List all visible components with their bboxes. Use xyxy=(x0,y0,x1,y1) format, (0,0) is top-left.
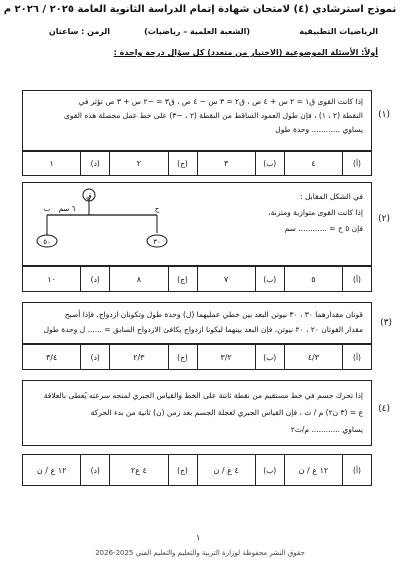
question-2-line-3: فإن ٥ ح = ............ سم xyxy=(284,224,363,233)
figure-left-label: ب xyxy=(43,205,51,213)
question-1-number: (١) xyxy=(378,110,390,120)
question-1-line-2: النقطة (٢ ، ١) ، فإن طول العمود الساقط من النقطة (٢ ، −٣) على خط عمل محصلة هذه القوى xyxy=(64,111,363,120)
option-key-c: (ج) xyxy=(168,345,197,369)
question-4-line-1: إذا تحرك جسم في خط مستقيم من نقطة ثابتة على الخط والقياس الجبري لمتجه سرعته يُعطى بالعلاقة xyxy=(43,391,363,400)
question-1-option-c[interactable]: ٢ xyxy=(109,151,167,175)
question-4-line-3: يساوي ............ م/ث٢ xyxy=(290,425,363,434)
question-1-box xyxy=(22,90,372,152)
option-key-c: (ج) xyxy=(168,151,197,175)
option-key-d: (د) xyxy=(80,455,109,485)
branch-label: (الشعبة العلمية – رياضيات) xyxy=(144,27,250,36)
option-key-b: (ب) xyxy=(255,455,284,485)
question-3-option-a[interactable]: ٤/٣ xyxy=(284,345,342,369)
option-key-b: (ب) xyxy=(255,345,284,369)
question-3-line-1: قوتان مقدارهما ٣٠ ، ٣٠ نيوتن البعد بين خطي عمليهما (ل) وحدة طول وتكونان ازدواج، فإذا أصبح xyxy=(64,310,363,319)
option-key-a: (أ) xyxy=(342,455,371,485)
page-number: ١ xyxy=(196,533,201,542)
option-key-a: (أ) xyxy=(342,267,371,291)
question-2-box xyxy=(22,182,372,266)
question-3-option-c[interactable]: ٢/٣ xyxy=(109,345,167,369)
question-3-line-2: مقدار القوتان ٢٠ ، ٢٠ نيوتن، فإن البعد بينهما ليكونا ازدواج يكافئ الازدواج السابق = ...... ل وحدة طول xyxy=(43,325,363,334)
question-1-option-b[interactable]: ٣ xyxy=(197,151,255,175)
question-2-option-b[interactable]: ٧ xyxy=(197,267,255,291)
option-key-b: (ب) xyxy=(255,267,284,291)
question-4-option-d[interactable]: ١٢ ع / ن xyxy=(36,465,67,475)
section-title: أولاً: الأسئلة الموضوعية (الاختيار من متعدد) كل سؤال درجة واحدة : xyxy=(113,48,378,57)
question-1-line-3: يساوي ............ وحدة طول xyxy=(275,125,363,134)
question-4-option-a[interactable]: ١٢ ع / ن xyxy=(284,455,342,485)
question-2-number: (٢) xyxy=(378,214,390,224)
question-3-option-b[interactable]: ٣/٢ xyxy=(197,345,255,369)
question-4-options xyxy=(22,454,372,486)
question-2-option-d[interactable]: ١٠ xyxy=(47,274,56,284)
question-2-option-a[interactable]: ٥ xyxy=(284,267,342,291)
question-2-line-1: في الشكل المقابل : xyxy=(300,192,363,201)
figure-left-force: ٥٠ xyxy=(43,238,51,246)
question-3-option-d[interactable]: ٣/٤ xyxy=(45,352,58,362)
question-3-box xyxy=(22,302,372,344)
time-label: الزمن : ساعتان xyxy=(48,27,110,36)
question-2-line-2: إذا كانت القوى متوازية ومتزنة، xyxy=(268,208,363,217)
figure-distance: ٦ سم xyxy=(58,205,76,213)
option-key-d: (د) xyxy=(80,267,109,291)
question-1-options xyxy=(22,150,372,176)
exam-title: نموذج استرشادي (٤) لامتحان شهادة إتمام الدراسة الثانوية العامة ٢٠٢٥ / ٢٠٢٦ م xyxy=(3,4,397,15)
figure-right-label: ح xyxy=(154,205,160,213)
question-3-number: (٣) xyxy=(380,318,392,328)
option-key-d: (د) xyxy=(80,345,109,369)
option-key-a: (أ) xyxy=(342,151,371,175)
option-key-d: (د) xyxy=(80,151,109,175)
question-1-option-a[interactable]: ٤ xyxy=(284,151,342,175)
subject-label: الرياضيات التطبيقية xyxy=(299,27,378,36)
question-1-line-1: إذا كانت القوى ق١ = ٢ س + ٤ ص ، ق٢ = ٣ س − ٤ ص ، ق٣ = −٢ س + ٣ ص تؤثر في xyxy=(78,97,363,106)
copyright-footer: حقوق النشر محفوظة لوزارة التربية والتعليم والتعليم الفني 2025-2026 xyxy=(95,549,305,557)
question-4-box xyxy=(22,380,372,446)
question-1-option-d[interactable]: ١ xyxy=(49,158,54,168)
question-4-option-b[interactable]: ٤ ع / ن xyxy=(197,455,255,485)
question-3-options xyxy=(22,344,372,370)
option-key-b: (ب) xyxy=(255,151,284,175)
question-4-line-2: ع = (٣ ن٢) م / ث ، فإن القياس الجبري لعجلة الجسم بعد زمن (ن) ثانية من بدء الحركة xyxy=(90,408,363,417)
question-4-option-c[interactable]: ٤ ع٢ xyxy=(109,455,167,485)
figure-right-force: ٣٠ xyxy=(153,238,161,246)
question-2-options xyxy=(22,266,372,292)
option-key-c: (ج) xyxy=(168,267,197,291)
question-4-number: (٤) xyxy=(378,404,390,414)
option-key-a: (أ) xyxy=(342,345,371,369)
figure-top-force: ق xyxy=(86,192,92,200)
option-key-c: (ج) xyxy=(168,455,197,485)
question-2-option-c[interactable]: ٨ xyxy=(109,267,167,291)
parallel-forces-figure xyxy=(27,185,207,263)
